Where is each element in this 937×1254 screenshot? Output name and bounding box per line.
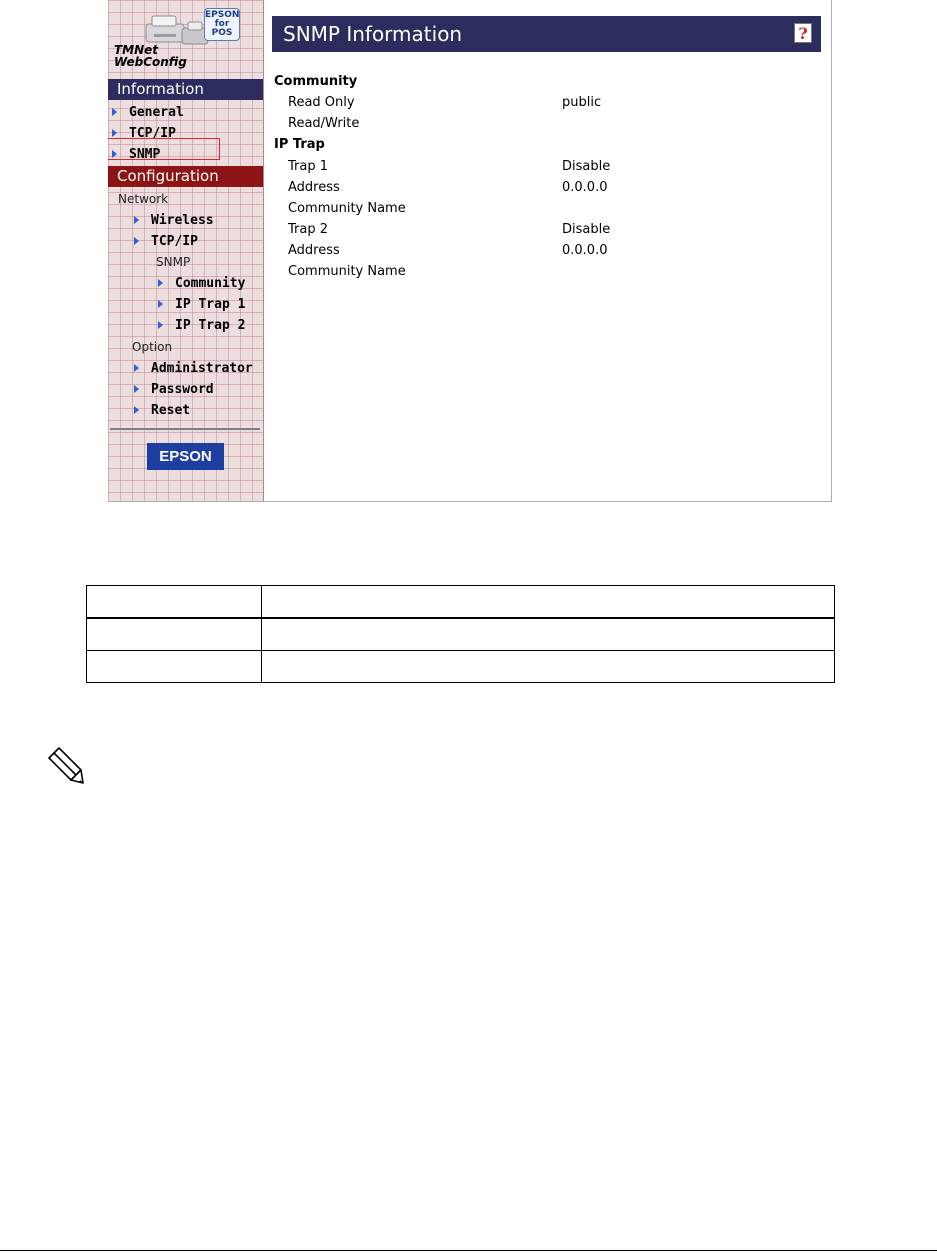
triangle-right-icon [158, 321, 163, 329]
table-cell [87, 586, 262, 619]
information-header: Information [108, 79, 263, 100]
community-group-heading: Community [274, 74, 358, 89]
triangle-right-icon [134, 406, 139, 414]
table-row [87, 618, 835, 651]
info-row-trap-2-community-name: Community Name [288, 264, 406, 279]
table-cell [262, 651, 835, 683]
product-name: TMNet WebConfig [114, 43, 187, 69]
table-cell [87, 618, 262, 651]
nav-info-tcpip[interactable]: TCP/IP [112, 126, 176, 142]
nav-config-ip-trap-1[interactable]: IP Trap 1 [158, 297, 245, 313]
sidebar-divider [110, 428, 260, 430]
nav-config-password[interactable]: Password [134, 382, 214, 398]
triangle-right-icon [158, 300, 163, 308]
triangle-right-icon [134, 216, 139, 224]
table-row [87, 586, 835, 619]
webconfig-screenshot [108, 0, 832, 502]
network-heading: Network [118, 192, 169, 206]
table-cell [262, 618, 835, 651]
page-title-bar [272, 16, 821, 52]
triangle-right-icon [134, 364, 139, 372]
pencil-note-icon [43, 744, 85, 786]
info-row-trap-2: Trap 2 Disable [288, 222, 611, 237]
nav-config-ip-trap-2[interactable]: IP Trap 2 [158, 318, 245, 334]
epson-for-pos-tag: EPSON for POS [204, 8, 240, 41]
document-table [86, 585, 835, 683]
nav-config-wireless[interactable]: Wireless [134, 213, 214, 229]
ip-trap-group-heading: IP Trap [274, 137, 325, 152]
option-heading: Option [132, 340, 173, 354]
info-row-trap-1-address: Address 0.0.0.0 [288, 180, 608, 195]
nav-config-community[interactable]: Community [158, 276, 245, 292]
tmnet-webconfig-logo [108, 0, 263, 78]
nav-info-snmp[interactable]: SNMP [112, 147, 160, 163]
sidebar [108, 0, 264, 501]
info-row-trap-1-community-name: Community Name [288, 201, 406, 216]
nav-config-reset[interactable]: Reset [134, 403, 190, 419]
snmp-heading: SNMP [156, 255, 191, 269]
table-cell [87, 651, 262, 683]
info-row-read-write: Read/Write [288, 116, 360, 131]
triangle-right-icon [134, 237, 139, 245]
info-row-trap-1: Trap 1 Disable [288, 159, 611, 174]
epson-logo[interactable]: EPSON [147, 443, 224, 470]
info-row-read-only: Read Only public [288, 95, 602, 110]
triangle-right-icon [134, 385, 139, 393]
footer-divider [0, 1250, 937, 1251]
table-cell [262, 586, 835, 619]
main-pane [264, 0, 831, 501]
nav-config-administrator[interactable]: Administrator [134, 361, 253, 377]
nav-info-general[interactable]: General [112, 105, 184, 121]
selected-item-highlight [108, 138, 220, 160]
nav-config-tcpip[interactable]: TCP/IP [134, 234, 198, 250]
triangle-right-icon [112, 108, 117, 116]
table-row [87, 651, 835, 683]
triangle-right-icon [158, 279, 163, 287]
configuration-header: Configuration [108, 166, 263, 187]
triangle-right-icon [112, 129, 117, 137]
page-title: SNMP Information [283, 22, 463, 46]
info-row-trap-2-address: Address 0.0.0.0 [288, 243, 608, 258]
help-icon[interactable]: ? [794, 23, 812, 43]
